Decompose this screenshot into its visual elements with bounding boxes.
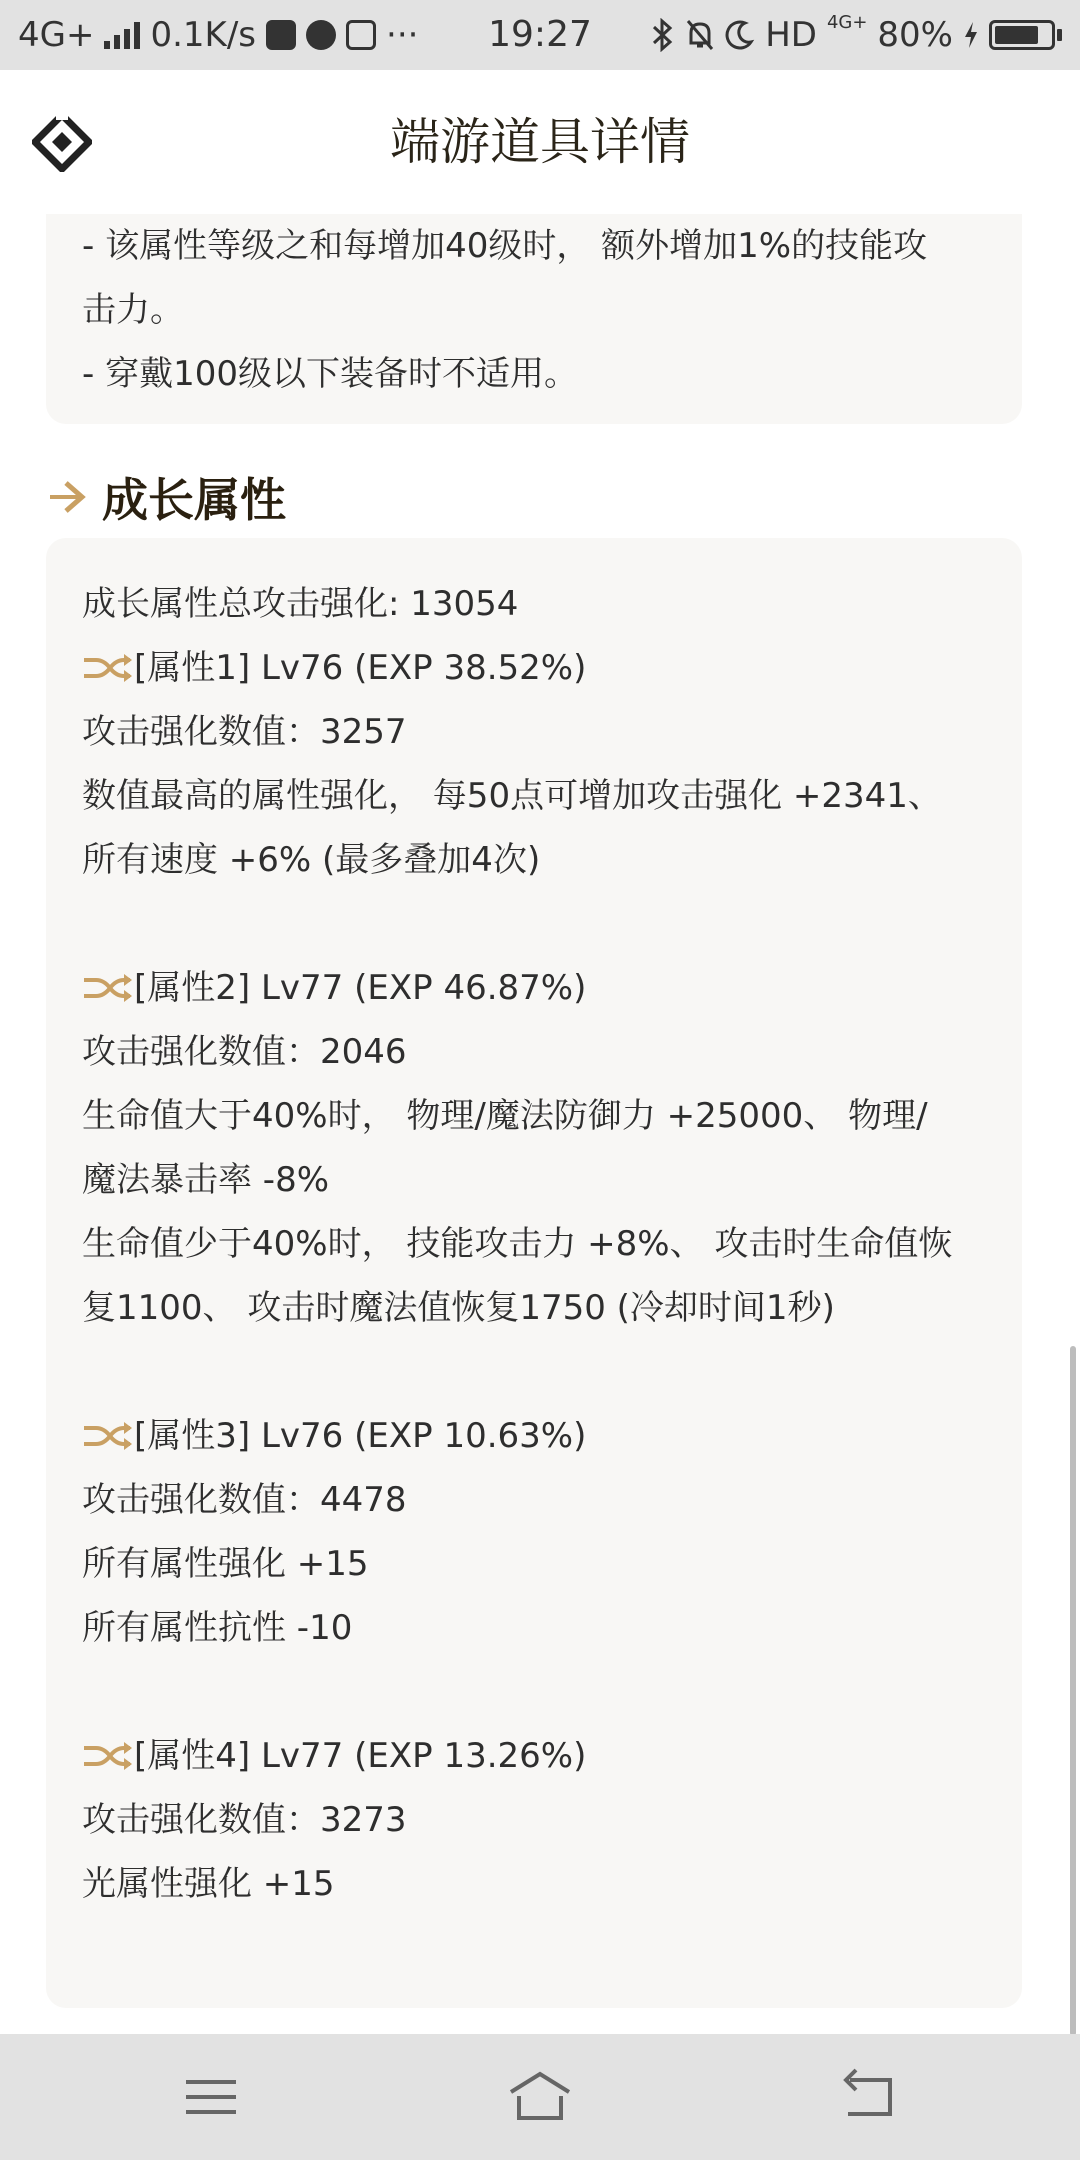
page-header	[0, 70, 1080, 214]
shuffle-icon	[82, 971, 134, 1005]
attribute-title: [属性2] Lv77 (EXP 46.87%)	[134, 968, 587, 1008]
battery-icon	[989, 20, 1062, 50]
content-scroll-area[interactable]	[0, 214, 1080, 2034]
attribute-title: [属性1] Lv76 (EXP 38.52%)	[134, 648, 587, 688]
attribute-header	[82, 636, 986, 700]
status-bar	[0, 0, 1080, 70]
back-icon[interactable]	[834, 2064, 904, 2130]
attribute-header	[82, 956, 986, 1020]
attribute-header	[82, 1404, 986, 1468]
status-left	[18, 0, 418, 70]
attribute-line: 复1100、 攻击时魔法值恢复1750 (冷却时间1秒)	[82, 1288, 835, 1328]
page-title: 端游道具详情	[390, 113, 690, 171]
attribute-line: 数值最高的属性强化， 每50点可增加攻击强化 +2341、	[82, 776, 942, 816]
attribute-line: 攻击强化数值：2046	[82, 1032, 407, 1072]
signal-icon	[104, 21, 140, 49]
network-type: 4G+	[18, 15, 95, 55]
hd-indicator: HD	[765, 15, 817, 55]
scrollbar[interactable]	[1070, 1346, 1076, 2036]
system-nav-bar	[0, 2034, 1080, 2160]
effect-card	[46, 214, 1022, 424]
attribute-line: 光属性强化 +15	[82, 1864, 335, 1904]
attribute-line: 魔法暴击率 -8%	[82, 1160, 330, 1200]
arrow-right-icon	[46, 477, 90, 517]
notification-app-icon	[266, 20, 296, 50]
menu-icon[interactable]	[176, 2064, 246, 2130]
attribute-title: [属性4] Lv77 (EXP 13.26%)	[134, 1736, 587, 1776]
effect-line: - 该属性等级之和每增加40级时， 额外增加1%的技能攻	[82, 226, 928, 266]
growth-section-header	[46, 452, 286, 542]
attribute-line: 生命值大于40%时， 物理/魔法防御力 +25000、 物理/	[82, 1096, 928, 1136]
shuffle-icon	[82, 651, 134, 685]
mute-bell-icon	[685, 18, 715, 52]
calendar-icon	[346, 20, 376, 50]
attribute-header	[82, 1724, 986, 1788]
section-title: 成长属性	[102, 473, 286, 527]
status-right	[651, 0, 1062, 70]
bluetooth-icon	[651, 18, 675, 52]
attribute-line: 生命值少于40%时， 技能攻击力 +8%、 攻击时生命值恢	[82, 1224, 953, 1264]
home-icon[interactable]	[505, 2064, 575, 2130]
network-speed: 0.1K/s	[150, 15, 257, 55]
charging-icon	[963, 20, 979, 50]
attribute-line: 攻击强化数值：3273	[82, 1800, 407, 1840]
growth-attributes-card	[46, 538, 1022, 2008]
attribute-block-3	[82, 1404, 986, 1660]
shuffle-icon	[82, 1419, 134, 1453]
attribute-block-1	[82, 636, 986, 892]
spacer	[82, 1340, 986, 1404]
attribute-line: 攻击强化数值：4478	[82, 1480, 407, 1520]
spacer	[82, 892, 986, 956]
attribute-line: 所有速度 +6% (最多叠加4次)	[82, 840, 541, 880]
clock: 19:27	[488, 14, 592, 55]
more-notifications-icon: ···	[386, 15, 419, 55]
attribute-block-4	[82, 1724, 986, 1916]
attribute-block-2	[82, 956, 986, 1340]
small-network-indicator: 4G+	[826, 12, 868, 33]
attribute-title: [属性3] Lv76 (EXP 10.63%)	[134, 1416, 587, 1456]
diamond-logo-icon[interactable]	[32, 112, 92, 172]
shuffle-icon	[82, 1739, 134, 1773]
battery-percent: 80%	[877, 15, 953, 55]
effect-line: - 穿戴100级以下装备时不适用。	[82, 354, 578, 394]
moon-icon	[725, 18, 755, 52]
effect-line: 击力。	[82, 290, 184, 330]
spacer	[82, 1660, 986, 1724]
attribute-line: 所有属性抗性 -10	[82, 1608, 353, 1648]
cat-app-icon	[306, 20, 336, 50]
growth-total: 成长属性总攻击强化: 13054	[82, 584, 519, 624]
attribute-line: 攻击强化数值：3257	[82, 712, 407, 752]
attribute-line: 所有属性强化 +15	[82, 1544, 369, 1584]
